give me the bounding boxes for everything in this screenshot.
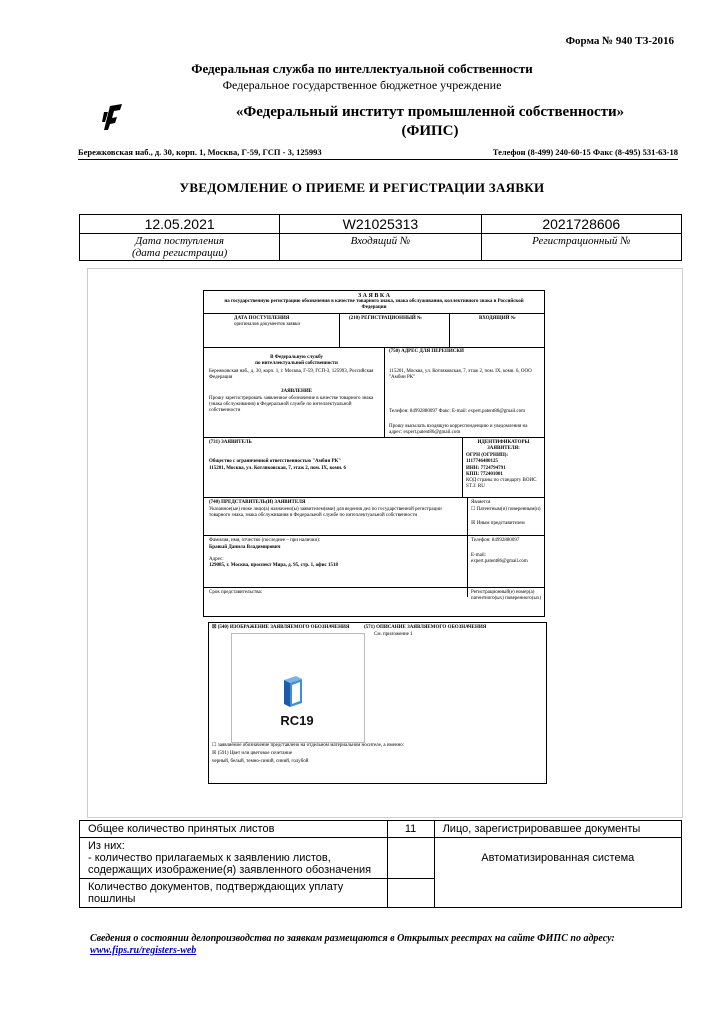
image-sheets-value	[387, 838, 434, 879]
application-form	[203, 290, 545, 617]
image-sheets-label: - количество прилагаемых к заявлению листов, содержащих изображение(я) заявленного обозначения	[88, 852, 372, 876]
statement-title: ЗАЯВЛЕНИЕ	[280, 389, 313, 394]
ogrn: ОГРН (ОГРНИП): 1117746480125	[466, 453, 509, 464]
image-section-title-text: (540) ИЗОБРАЖЕНИЕ ЗАЯВЛЯЕМОГО ОБОЗНАЧЕНИЯ	[217, 625, 350, 630]
registered-by-value: Автоматизированная система	[434, 838, 681, 908]
colors-list: черный, белый, темно-синий, синий, голубой	[212, 759, 309, 764]
description-text: См. приложение 1	[374, 632, 413, 637]
footer-note-text: Сведения о состоянии делопроизводства по заявкам размещаются в Открытых реестрах на сайте ФИПС по адресу:	[90, 933, 615, 944]
col-date-receipt: ДАТА ПОСТУПЛЕНИЯ	[234, 316, 290, 321]
corr-contacts: Телефон: 84992880097 Факс: E-mail: expert.patent86@gmail.com	[389, 409, 526, 414]
registered-by-label: Лицо, зарегистрировавшее документы	[434, 821, 681, 838]
rep-phone: Телефон: 84992880097	[471, 538, 520, 543]
incoming-label: Входящий №	[280, 234, 481, 261]
registration-number: 2021728606	[481, 215, 681, 234]
registration-date: 12.05.2021	[80, 215, 280, 234]
corr-title: (750) АДРЕС ДЛЯ ПЕРЕПИСКИ	[389, 349, 464, 354]
rep-title: (740) ПРЕДСТАВИТЕЛЬ(И) ЗАЯВИТЕЛЯ	[209, 500, 306, 505]
rep-option-2: ☒ Иным представителем	[471, 521, 525, 526]
total-sheets-value: 11	[387, 821, 434, 838]
footer-note	[90, 933, 680, 957]
separate-medium-note-text: заявляемое обозначение представлено на отдельном материальном носителе, а именно:	[217, 743, 405, 748]
country-code: КОД страны по стандарту ВОИС ST.3: RU	[466, 478, 537, 489]
trademark-text: RC19	[280, 713, 314, 728]
total-sheets-label: Общее количество принятых листов	[80, 821, 388, 838]
incoming-number: W21025313	[280, 215, 481, 234]
document-title: УВЕДОМЛЕНИЕ О ПРИЕМЕ И РЕГИСТРАЦИИ ЗАЯВКИ	[179, 180, 545, 195]
inn: ИНН: 7724794791	[466, 466, 506, 471]
institute-address: Бережковская наб., д. 30, корп. 1, Москва, Г-59, ГСП - 3, 125993	[78, 147, 322, 157]
rep-option-1-label: Патентным(и) поверенным(и)	[476, 507, 541, 512]
agency-name: Федеральная служба по интеллектуальной собственности	[191, 61, 533, 76]
institute-line2: (ФИПС)	[401, 123, 459, 139]
applicant-title: (731) ЗАЯВИТЕЛЬ	[209, 440, 252, 445]
date-label-1: Дата поступления	[135, 235, 225, 247]
image-section	[208, 622, 547, 784]
registration-table	[79, 214, 682, 261]
fee-docs-label: Количество документов, подтверждающих уплату пошлины	[80, 879, 388, 908]
to-address: Бережковская наб., д. 30, корп. 1, г. Москва, Г-59, ГСП-3, 125993, Российская Федерация	[209, 369, 374, 380]
col-incoming: ВХОДЯЩИЙ №	[479, 316, 516, 321]
to-line2: по интеллектуальной собственности	[255, 361, 338, 366]
col-reg-number: (210) РЕГИСТРАЦИОННЫЙ №	[349, 316, 423, 321]
application-subtitle: на государственную регистрацию обозначения в качестве товарного знака, знака обслуживания, коллективного знака в Российской Федерации	[224, 299, 524, 310]
rep-email: E-mail: expert.patent86@gmail.com	[471, 553, 528, 564]
reg-number-label: Регистрационный №	[481, 234, 681, 261]
rep-option-1: ☐ Патентным(и) поверенным(и)	[471, 507, 541, 512]
rep-address: 129085, г. Москва, проспект Мира, д. 95, стр. 1, офис 1518	[209, 563, 338, 568]
trademark-image	[231, 633, 365, 743]
separate-medium-note: ☐ заявляемое обозначение представлено на отдельном материальном носителе, а именно:	[212, 743, 405, 748]
applicant-address: 115201, Москва, ул. Котляковская, 7, этаж 2, пом. IX, комн. 6	[209, 466, 346, 471]
form-number: Форма № 940 ТЗ-2016	[565, 35, 674, 47]
registers-link[interactable]: www.fips.ru/registers-web	[90, 945, 197, 956]
corr-address: 115201, Москва, ул. Котляковская, 7, этаж 2, пом. IX, комн. 6, ООО "Амбин РК"	[389, 369, 532, 380]
summary-table	[79, 820, 682, 908]
of-them-cell	[80, 838, 388, 879]
trademark-cube-icon	[282, 674, 304, 708]
rep-address-label: Адрес:	[209, 557, 224, 562]
contact-line	[78, 147, 678, 160]
rep-option-2-label: Иным представителем	[476, 521, 525, 526]
kpp: КПП: 772401001	[466, 472, 503, 477]
applicant-name: Общество с ограниченной ответственностью "Амбин РК"	[209, 459, 342, 464]
of-them-label: Из них:	[88, 840, 125, 852]
rep-name-label: Фамилия, имя, отчество (последнее – при наличии):	[209, 538, 321, 543]
to-line1: В Федеральную службу	[270, 355, 323, 360]
description-title: (571) ОПИСАНИЕ ЗАЯВЛЯЕМОГО ОБОЗНАЧЕНИЯ	[364, 625, 487, 630]
image-section-title: ☒ (540) ИЗОБРАЖЕНИЕ ЗАЯВЛЯЕМОГО ОБОЗНАЧЕНИЯ	[212, 625, 350, 630]
date-label	[80, 234, 280, 261]
rep-text: Указанное(ые) ниже лицо(а) назначено(ы) заявителем(ями) для ведения дел по государственной регистрации товарного знака, знака обслуживания в Федеральной службе по интеллектуальной собственности	[209, 507, 442, 518]
application-title: З А Я В К А	[357, 293, 391, 299]
institute-line1: «Федеральный институт промышленной собственности»	[235, 104, 625, 120]
fee-docs-value	[387, 879, 434, 908]
color-note: ☒ (591) Цвет или цветовое сочетание	[212, 751, 293, 756]
color-note-text: (591) Цвет или цветовое сочетание	[217, 751, 293, 756]
rep-name: Бравый Данила Владимирович	[209, 545, 281, 550]
institute-phone: Телефон (8-499) 240-60-15 Факс (8-495) 531-63-18	[492, 147, 678, 157]
institution-type: Федеральное государственное бюджетное учреждение	[222, 78, 502, 92]
col-date-receipt-sub: оригиналов документов заявки	[234, 322, 301, 327]
corr-email-note: Прошу высылать входящую корреспонденцию и уведомления на адрес: expert.patent86@gmail.com	[389, 424, 528, 435]
term-label: Срок представительства:	[209, 590, 263, 595]
patent-attorney-reg-label: Регистрационный(е) номер(а) патентного(ых) поверенного(ых)	[471, 590, 541, 601]
institute-name	[120, 103, 724, 141]
statement-text: Прошу зарегистрировать заявленное обозначение в качестве товарного знака (знака обслуживания) в Федеральной службе по интеллектуальной собственности	[209, 396, 374, 413]
rep-status: Является	[471, 500, 491, 505]
date-label-2: (дата регистрации)	[132, 247, 228, 259]
ids-title: ИДЕНТИФИКАТОРЫ ЗАЯВИТЕЛЯ:	[477, 440, 530, 451]
